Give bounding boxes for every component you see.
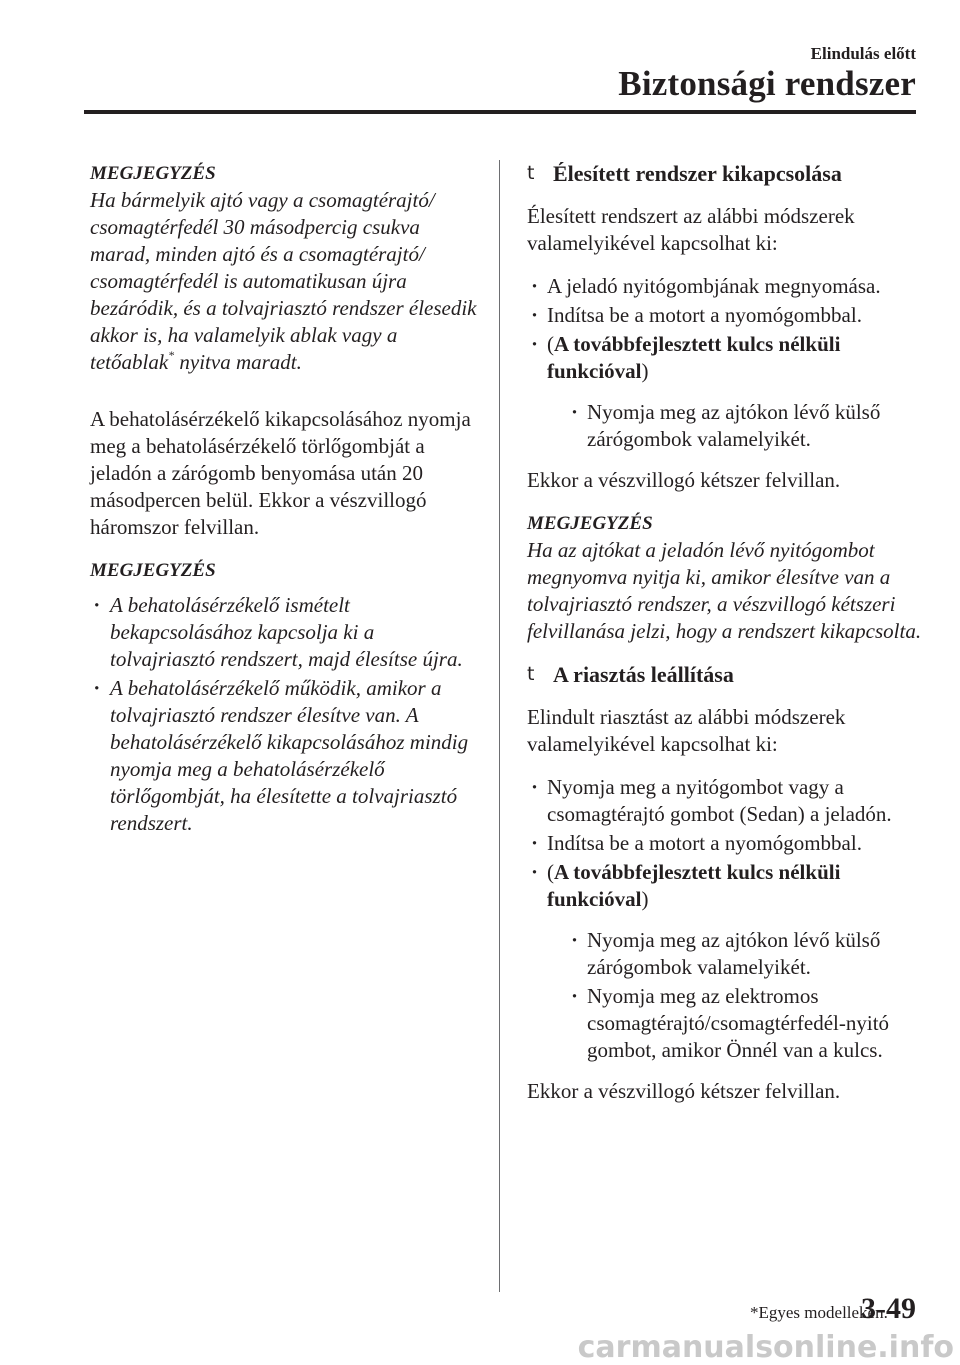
left-column (90, 160, 480, 839)
note-text-part: nyitva maradt. (174, 350, 302, 374)
bullet-icon: · (531, 303, 539, 327)
list-item-text: A behatolásérzékelő működik, amikor a tolvajriasztó rendszer élesítve van. A behatolásérzékelő kikapcsolásához mindig nyomja meg a behatolásérzékelő törlőgombját, ha élesítette a tolvajriasztó rendszert. (110, 676, 469, 835)
list-item (90, 675, 480, 837)
list-item (527, 302, 927, 329)
page-title: Biztonsági rendszer (618, 64, 916, 103)
note-text-part: Ha bármelyik ajtó vagy a csomagtérajtó/ csomagtérfedél 30 másodpercig csukva marad, minden ajtó és a csomagtérajtó/ csomagtérfedél is automatikusan újra bezáródik, és a tolvajriasztó rendszer élesedik akkor is, ha valamelyik ablak vagy a tetőablak (90, 188, 477, 374)
sub-list (567, 399, 927, 453)
sub-list (567, 927, 927, 1064)
note-heading: MEGJEGYZÉS (90, 163, 216, 184)
column-divider (499, 160, 500, 1292)
asterisk-mark: * (168, 348, 175, 362)
paragraph: A behatolásérzékelő kikapcsolásához nyomja meg a behatolásérzékelő törlőgombját a jeladón a zárógomb benyomása után 20 másodpercen belül. Ekkor a vészvillogó háromszor felvillan. (90, 407, 471, 539)
footnote: *Egyes modelleken. (750, 1303, 888, 1322)
bullet-icon: · (94, 593, 100, 617)
section-marker-icon: t (527, 663, 535, 685)
section-title: A riasztás leállítása (553, 662, 734, 687)
section-heading (527, 160, 927, 187)
list-item-text: A továbbfejlesztett kulcs nélküli funkcióval (547, 332, 841, 383)
list-item: · (A továbbfejlesztett kulcs nélküli funkcióval) · Nyomja meg az ajtókon lévő külső zárógombok valamelyikét. · Nyomja meg az elektromos csomagtérajtó/csomagtérfedél-nyitó gombot, amikor Önnél van a kulcs. (527, 859, 927, 1064)
list-item (90, 592, 480, 673)
bullet-icon: · (531, 831, 539, 855)
list-item (527, 830, 927, 857)
bullet-icon: · (94, 676, 100, 700)
note-list (90, 592, 480, 837)
note-heading: MEGJEGYZÉS (90, 560, 216, 581)
list-item (527, 774, 927, 828)
section-heading (527, 661, 927, 688)
section-title: Élesített rendszer kikapcsolása (553, 161, 842, 186)
list-item: · (A továbbfejlesztett kulcs nélküli funkcióval) · Nyomja meg az ajtókon lévő külső zárógombok valamelyikét. (527, 331, 927, 453)
bullet-icon: · (531, 860, 539, 884)
list-item (567, 399, 927, 453)
list-item (527, 273, 927, 300)
list-item-text: Nyomja meg a nyitógombot vagy a csomagtérajtó gombot (Sedan) a jeladón. (547, 775, 892, 826)
paragraph: Ekkor a vészvillogó kétszer felvillan. (527, 468, 841, 492)
list-item-text: A továbbfejlesztett kulcs nélküli funkcióval (547, 860, 841, 911)
list-item-text: Indítsa be a motort a nyomógombbal. (547, 303, 862, 327)
section-marker-icon: t (527, 162, 535, 184)
watermark: carmanualsonline.info (577, 1330, 954, 1365)
page-number: 3-49 (861, 1292, 916, 1325)
paragraph: Ekkor a vészvillogó kétszer felvillan. (527, 1079, 841, 1103)
method-list (527, 774, 927, 1064)
list-item-text: Nyomja meg az elektromos csomagtérajtó/csomagtérfedél-nyitó gombot, amikor Önnél van a kulcs. (587, 984, 890, 1062)
header-rule (84, 110, 916, 114)
bullet-icon: · (531, 274, 539, 298)
note-heading: MEGJEGYZÉS (527, 513, 653, 534)
paragraph: Élesített rendszert az alábbi módszerek valamelyikével kapcsolhat ki: (527, 204, 855, 255)
header-section-label: Elindulás előtt (810, 44, 916, 63)
right-column (527, 160, 927, 1105)
note-text (90, 187, 480, 376)
list-item-text: A behatolásérzékelő ismételt bekapcsolásához kapcsolja ki a tolvajriasztó rendszert, majd élesítse újra. (110, 593, 463, 671)
note-text: Ha az ajtókat a jeladón lévő nyitógombot megnyomva nyitja ki, amikor élesítve van a tolvajriasztó rendszer, a vészvillogó kétszeri felvillanása jelzi, hogy a rendszert kikapcsolta. (527, 538, 922, 643)
bullet-icon: · (571, 928, 579, 952)
bullet-icon: · (531, 332, 539, 356)
bullet-icon: · (531, 775, 539, 799)
list-item-text: Nyomja meg az ajtókon lévő külső zárógombok valamelyikét. (587, 928, 881, 979)
paragraph: Elindult riasztást az alábbi módszerek valamelyikével kapcsolhat ki: (527, 705, 846, 756)
list-item-text: A jeladó nyitógombjának megnyomása. (547, 274, 881, 298)
method-list (527, 273, 927, 453)
list-item-text: Indítsa be a motort a nyomógombbal. (547, 831, 862, 855)
bullet-icon: · (571, 984, 579, 1008)
list-item-text: Nyomja meg az ajtókon lévő külső zárógombok valamelyikét. (587, 400, 881, 451)
list-item (567, 983, 927, 1064)
bullet-icon: · (571, 400, 579, 424)
list-item (567, 927, 927, 981)
